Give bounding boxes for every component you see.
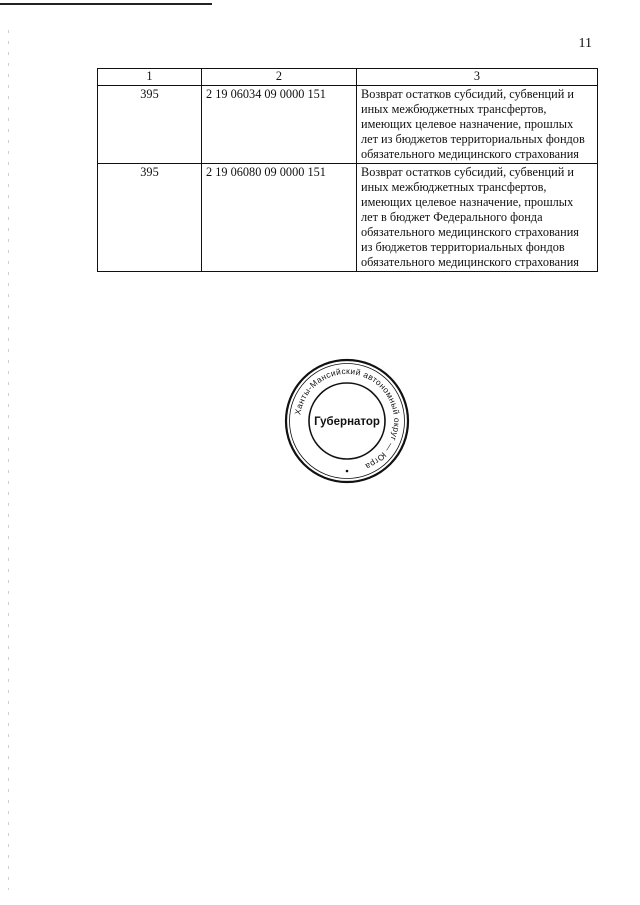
column-header-3: 3 — [357, 69, 598, 86]
seal-ring-text: Ханты-Мансийский автономный округ — Югра — [292, 365, 403, 472]
budget-codes-table — [97, 68, 598, 272]
budget-code-cell: 2 19 06034 09 0000 151 — [202, 86, 357, 164]
table-row — [98, 164, 598, 272]
admin-code-cell: 395 — [98, 164, 202, 272]
scan-edge — [8, 30, 9, 890]
description-cell: Возврат остатков субсидий, субвенций и иных межбюджетных трансфертов, имеющих целевое назначение, прошлых лет из бюджетов территориальных фондов обязательного медицинского страхования — [357, 86, 598, 164]
column-header-2: 2 — [202, 69, 357, 86]
admin-code-cell: 395 — [98, 86, 202, 164]
top-rule — [0, 3, 212, 5]
description-cell: Возврат остатков субсидий, субвенций и иных межбюджетных трансфертов, имеющих целевое назначение, прошлых лет в бюджет Федерального фонда обязательного медицинского страхования из бюджетов территориальных фондов обязательного медицинского страхования — [357, 164, 598, 272]
seal-center-text: Губернатор — [314, 416, 380, 428]
column-header-1: 1 — [98, 69, 202, 86]
table-header-row — [98, 69, 598, 86]
page-number: 11 — [578, 36, 592, 51]
governor-seal — [283, 357, 411, 485]
budget-code-cell: 2 19 06080 09 0000 151 — [202, 164, 357, 272]
seal-dot — [346, 470, 349, 473]
table-row — [98, 86, 598, 164]
